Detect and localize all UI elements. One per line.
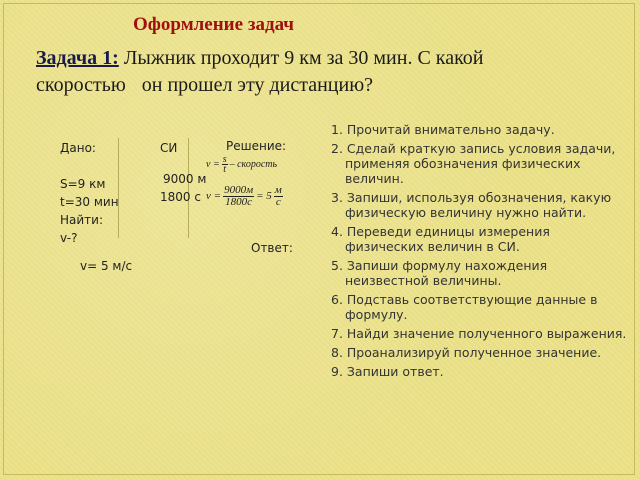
- answer-value: v= 5 м/с: [80, 259, 133, 273]
- formula-fraction: [222, 155, 228, 174]
- formula-rhs: – скорость: [229, 158, 278, 170]
- si-header: СИ: [160, 141, 178, 155]
- given-item: t=30 мин: [60, 195, 119, 209]
- given-header: Дано:: [60, 141, 96, 155]
- formula-numerator: s: [222, 154, 227, 165]
- steps-list: [331, 122, 627, 383]
- calc-numerator: 9000м: [224, 184, 254, 196]
- formula-denominator: t: [223, 164, 227, 175]
- si-value: 9000 м: [163, 172, 207, 186]
- step-item: 1. Прочитай внимательно задачу.: [331, 122, 555, 137]
- unit-denominator: с: [275, 196, 281, 208]
- step-item: 4. Переведи единицы измерения физических величин в СИ.: [331, 224, 550, 254]
- answer-label: Ответ:: [251, 241, 293, 255]
- velocity-formula: [206, 155, 277, 174]
- step-item: 7. Найди значение полученного выражения.: [331, 326, 627, 341]
- unit-numerator: м: [274, 184, 282, 196]
- calc-result: = 5: [256, 190, 272, 203]
- step-item: 9. Запиши ответ.: [331, 364, 444, 379]
- solution-header: Решение:: [226, 139, 287, 153]
- task-text-line2: [36, 72, 596, 99]
- step-item: 6. Подставь соответствующие данные в формулу.: [331, 292, 598, 322]
- given-item: S=9 км: [60, 177, 106, 191]
- calc-denominator: 1800с: [225, 196, 253, 208]
- task-text-line2b: он прошел эту дистанцию?: [141, 74, 374, 96]
- step-item: 2. Сделай краткую запись условия задачи, применяя обозначения физических величин.: [331, 141, 616, 186]
- calc-fraction: [223, 185, 254, 208]
- si-value: 1800 с: [160, 190, 201, 204]
- task-label: Задача 1:: [36, 47, 119, 69]
- si-column: [160, 139, 207, 204]
- step-item: 5. Запиши формулу нахождения неизвестной величины.: [331, 258, 548, 288]
- calculation-formula: [206, 185, 285, 208]
- given-item: Найти:: [60, 213, 104, 227]
- task-text-line1: Лыжник проходит 9 км за 30 мин. С какой: [123, 47, 484, 69]
- slide-heading: Оформление задач: [133, 14, 295, 35]
- step-item: 8. Проанализируй полученное значение.: [331, 345, 602, 360]
- task-statement: [36, 45, 596, 99]
- step-item: 3. Запиши, используя обозначения, какую физическую величину нужно найти.: [331, 190, 612, 220]
- formula-lhs: v =: [206, 158, 220, 170]
- calc-lhs: v =: [206, 190, 222, 203]
- task-text-line2a: скоростью: [36, 74, 126, 96]
- unit-fraction: [274, 185, 283, 208]
- given-column: [60, 139, 119, 247]
- given-item: v-?: [60, 231, 78, 245]
